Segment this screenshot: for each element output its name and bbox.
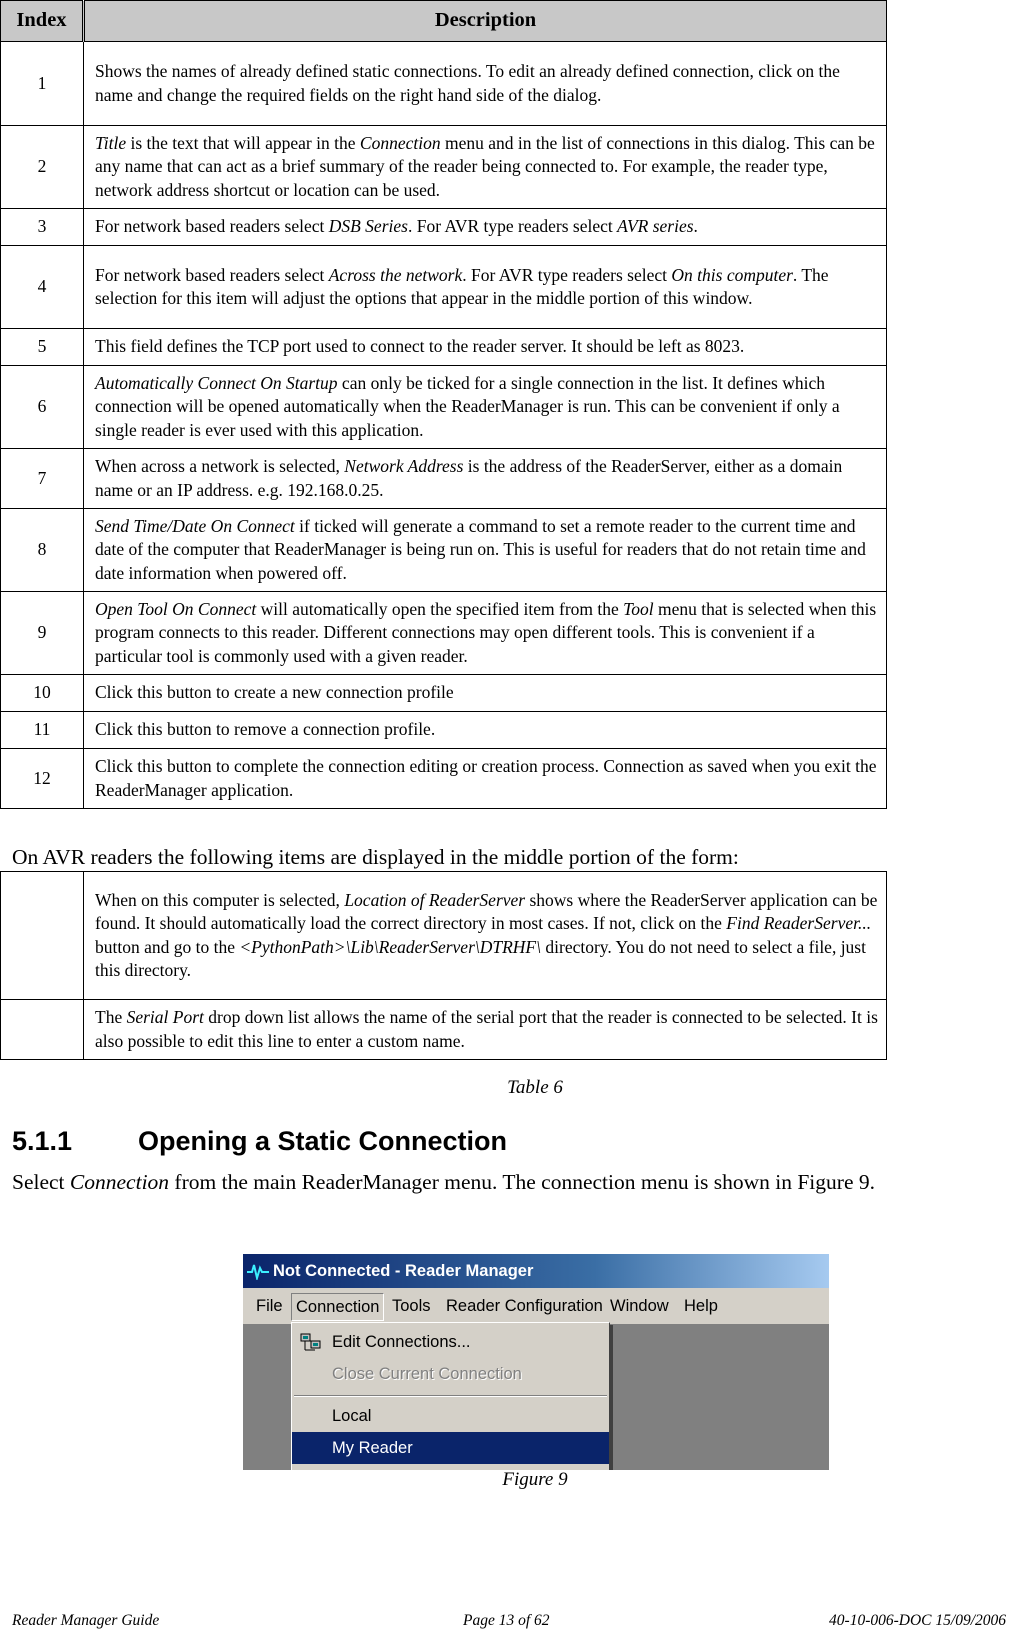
close-connection-label: Close Current Connection [332,1365,522,1383]
menu-help[interactable]: Help [684,1297,718,1315]
table-row [1,329,887,366]
row-index: 4 [1,246,84,329]
row-index: 12 [1,749,84,809]
row-index: 2 [1,126,84,209]
table-row [1,749,887,809]
text-run: The [95,1007,127,1027]
emphasis-text: AVR series [617,216,694,237]
text-run: menu that is selected when this program connects to this reader. Different connections may open different tools. This is convenient if a particular tool is commonly used with a given reader. [95,598,877,666]
table-row [1,126,887,209]
emphasis-text: Send Time/Date On Connect [95,515,295,536]
emphasis-text: Open Tool On Connect [95,598,257,619]
table-caption: Table 6 [507,1077,563,1098]
row-description [84,675,887,712]
text-run: When across a network is selected, [95,456,345,476]
row-index: 5 [1,329,84,366]
text-run: is the text that will appear in the [126,132,360,153]
menu-connection[interactable]: Connection [291,1293,384,1321]
emphasis-text: <PythonPath>\Lib\ReaderServer\DTRHF\ [239,936,541,957]
emphasis-text: Connection [69,1170,170,1194]
connection-dropdown [291,1322,610,1470]
text-run: is the address of the ReaderServer, either as a domain name or an IP address. e.g. 192.168.0.25. [95,456,843,500]
row-description [84,1000,887,1060]
row-description [84,509,887,592]
text-run: from the main ReaderManager menu. The connection menu is shown in Figure 9. [169,1170,875,1194]
emphasis-text: Title [95,132,127,153]
text-run: For network based readers select [95,216,329,237]
menu-window[interactable]: Window [610,1297,669,1315]
text-run: . For AVR type readers select [407,216,618,237]
emphasis-text: Connection [359,132,441,153]
table-row [1,246,887,329]
row-index: 7 [1,449,84,509]
text-run: Click this button to complete the connection editing or creation process. Connection as saved when you exit the ReaderManager application. [95,756,877,800]
avr-items-table [0,871,887,1060]
emphasis-text: Serial Port [126,1007,204,1027]
section-heading [12,1126,507,1157]
emphasis-text: Find ReaderServer... [726,913,872,933]
text-run: directory. You do not need to select a file, just this directory. [95,936,866,980]
avr-intro: On AVR readers the following items are displayed in the middle portion of the form: [12,845,739,869]
table-row [1,1000,887,1060]
local-label: Local [332,1407,372,1425]
row-index: 11 [1,712,84,749]
footer-right: 40-10-006-DOC 15/09/2006 [829,1612,1006,1629]
row-description [84,749,887,809]
table-row [1,209,887,246]
edit-connections-label: Edit Connections... [332,1333,471,1351]
text-run: Select [12,1170,70,1194]
footer-center: Page 13 of 62 [463,1612,550,1629]
row-index: 8 [1,509,84,592]
text-run: Click this button to remove a connection profile. [95,719,436,740]
text-run: button and go to the [95,936,240,957]
connection-menu-screenshot [243,1254,829,1470]
text-run: When on this computer is selected, [95,889,345,910]
pulse-icon [247,1262,269,1280]
row-description [84,592,887,675]
menu-reader-configuration[interactable]: Reader Configuration [446,1297,603,1315]
menu-bar [243,1288,829,1324]
emphasis-text: Location of ReaderServer [344,889,526,910]
row-description [84,872,887,1000]
section-number: 5.1.1 [12,1126,73,1156]
footer-left: Reader Manager Guide [12,1612,160,1629]
row-index: 6 [1,366,84,449]
network-computers-icon [300,1333,322,1353]
text-run: . The selection for this item will adjust the options that appear in the middle portion of this window. [95,264,829,308]
row-description [84,126,887,209]
header-index: Index [1,1,84,42]
table-row [1,42,887,126]
table-row [1,872,887,1000]
figure-caption: Figure 9 [502,1469,568,1490]
menu-item-edit-connections[interactable] [292,1326,609,1358]
description-table [0,0,887,809]
text-run: For network based readers select [95,264,329,285]
menu-tools[interactable]: Tools [392,1297,431,1315]
text-run: can only be ticked for a single connection in the list. It defines which connection will be opened automatically when the ReaderManager is run. This can be convenient if only a single reader is ever used with this application. [95,372,840,440]
text-run: menu and in the list of connections in this dialog. This can be any name that can act as a brief summary of the reader being connected to. For example, the reader type, network address shortcut or location can be used. [95,132,875,200]
row-description [84,329,887,366]
menu-item-my-reader[interactable] [292,1432,609,1464]
table-row [1,366,887,449]
text-run: . [693,216,698,237]
row-index [1,1000,84,1060]
row-description [84,712,887,749]
menu-item-local[interactable] [292,1400,609,1432]
row-index: 9 [1,592,84,675]
my-reader-label: My Reader [332,1439,413,1457]
table-row [1,592,887,675]
row-description [84,42,887,126]
window-title: Not Connected - Reader Manager [273,1262,534,1280]
text-run: This field defines the TCP port used to connect to the reader server. It should be left as 8023. [95,336,745,357]
row-description [84,449,887,509]
header-description: Description [84,1,887,42]
row-description [84,366,887,449]
row-description [84,246,887,329]
row-index: 10 [1,675,84,712]
window-title-bar [243,1254,829,1288]
text-run: drop down list allows the name of the serial port that the reader is connected to be selected. It is also possible to edit this line to enter a custom name. [95,1007,878,1051]
section-title: Opening a Static Connection [138,1126,508,1156]
table-row [1,449,887,509]
table-row [1,712,887,749]
row-index [1,872,84,1000]
table-row [1,675,887,712]
text-run: Shows the names of already defined static connections. To edit an already defined connection, click on the name and change the required fields on the right hand side of the dialog. [95,61,840,105]
text-run: if ticked will generate a command to set a remote reader to the current time and date of the computer that ReaderManager is being run on. This is useful for readers that do not retain time and date information when powered off. [95,515,866,583]
row-description [84,209,887,246]
row-index: 1 [1,42,84,126]
text-run: shows where the ReaderServer application can be found. It should automatically load the correct directory in most cases. If not, click on the [95,889,878,933]
text-run: . For AVR type readers select [462,264,672,285]
menu-item-close-connection[interactable] [292,1358,609,1390]
emphasis-text: DSB Series [328,216,408,237]
menu-separator [294,1395,607,1397]
table-row [1,509,887,592]
emphasis-text: On this computer [671,264,793,285]
text-run: will automatically open the specified item from the [256,598,624,619]
text-run: Click this button to create a new connection profile [95,682,454,703]
menu-file[interactable]: File [256,1297,283,1315]
row-index: 3 [1,209,84,246]
intro-paragraph [12,1170,875,1195]
emphasis-text: Automatically Connect On Startup [95,372,338,393]
table-header-row [1,1,887,42]
emphasis-text: Tool [623,598,654,619]
emphasis-text: Network Address [344,456,464,476]
emphasis-text: Across the network [328,264,463,285]
